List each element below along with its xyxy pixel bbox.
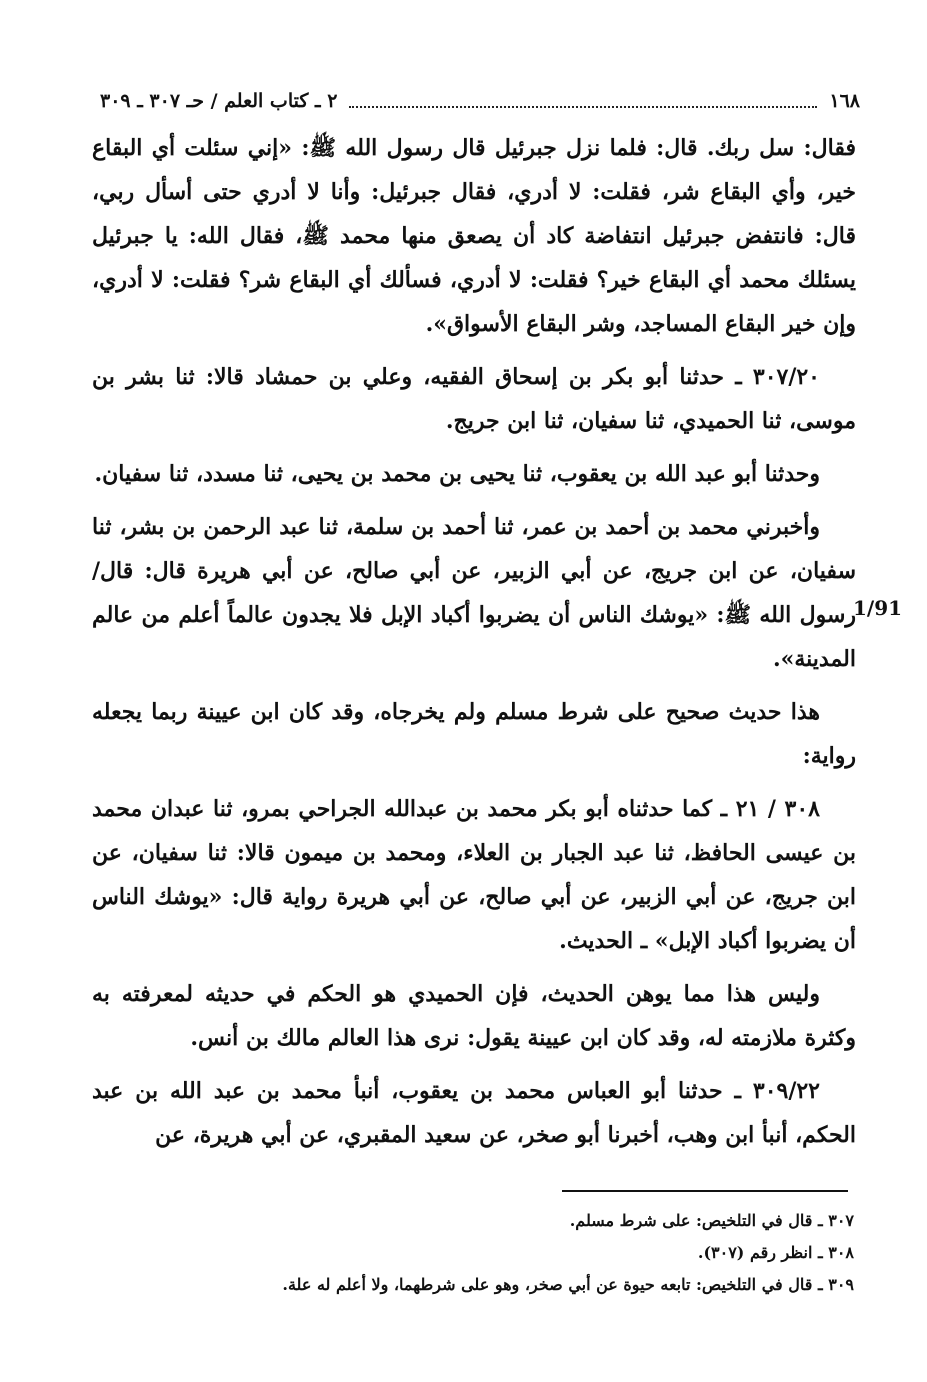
- paragraph-commentary: وليس هذا مما يوهن الحديث، فإن الحميدي هو الحكم في حديثه لمعرفته به وكثرة ملازمته له، وقد كان ابن عيينة يقول: نرى هذا العالم مالك بن أنس.: [92, 981, 856, 1051]
- header-dot-leader: [349, 106, 817, 108]
- paragraph-hadith-308: ٣٠٨ / ٢١ ـ كما حدثناه أبو بكر محمد بن عبدالله الجراحي بمرو، ثنا عبدان محمد بن عيسى الحافظ، ثنا عبد الجبار بن العلاء، ومحمد بن ميمون قالا: ثنا سفيان، عن ابن جريج، عن أبي الزبير، عن أبي صالح، عن أبي هريرة رواية قال: «يوشك الناس أن يضربوا أكباد الإبل» ـ الحديث.: [92, 796, 856, 954]
- page-number: ١٦٨: [829, 90, 860, 112]
- paragraph-chain-2: وحدثنا أبو عبد الله بن يعقوب، ثنا يحيى بن محمد بن يحيى، ثنا مسدد، ثنا سفيان.: [94, 461, 820, 487]
- paragraph-grading: هذا حديث صحيح على شرط مسلم ولم يخرجاه، وقد كان ابن عيينة ربما يجعله رواية:: [92, 699, 856, 769]
- paragraph-hadith-continuation: فقال: سل ربك. قال: فلما نزل جبرئيل قال رسول الله ﷺ: «إني سئلت أي البقاع خير، وأي البقاع شر، فقلت: لا أدري، فقال جبرئيل: وأنا لا أدري حتى أسأل ربي، قال: فانتفض جبرئيل انتفاضة كاد أن يصعق منها محمد ﷺ، فقال الله: يا جبرئيل يسئلك محمد أي البقاع خير؟ فقلت: لا أدري، فسألك أي البقاع شر؟ فقلت: لا أدري، وإن خير البقاع المساجد، وشر البقاع الأسواق».: [92, 135, 856, 337]
- running-title: ٢ ـ كتاب العلم / حـ ٣٠٧ ـ ٣٠٩: [100, 90, 338, 112]
- footnote-309: ٣٠٩ ـ قال في التلخيص: تابعه حيوة عن أبي صخر، وهو على شرطهما، ولا أعلم له علة.: [282, 1275, 854, 1294]
- paragraph-hadith-307: ٣٠٧/٢٠ ـ حدثنا أبو بكر بن إسحاق الفقيه، وعلي بن حمشاد قالا: ثنا بشر بن موسى، ثنا الحميدي، ثنا سفيان، ثنا ابن جريج.: [92, 364, 856, 434]
- paragraph-chain-3: وأخبرني محمد بن أحمد بن عمر، ثنا أحمد بن سلمة، ثنا عبد الرحمن بن بشر، ثنا سفيان، عن ابن جريج، عن أبي الزبير، عن أبي صالح، عن أبي هريرة قال: قال/ رسول الله ﷺ: «يوشك الناس أن يضربوا أكباد الإبل فلا يجدون عالماً أعلم من عالم المدينة».: [92, 514, 856, 672]
- main-text: [92, 126, 856, 1166]
- running-header: [100, 84, 860, 118]
- footnote-307: ٣٠٧ ـ قال في التلخيص: على شرط مسلم.: [569, 1211, 854, 1230]
- footnotes: [120, 1205, 854, 1301]
- paragraph-hadith-309: ٣٠٩/٢٢ ـ حدثنا أبو العباس محمد بن يعقوب، أنبأ محمد بن عبد الله بن عبد الحكم، أنبأ ابن وهب، أخبرنا أبو صخر، عن سعيد المقبري، عن أبي هريرة، عن: [92, 1078, 856, 1148]
- footnote-separator: [562, 1190, 848, 1192]
- footnote-308: ٣٠٨ ـ انظر رقم (٣٠٧).: [697, 1243, 854, 1262]
- margin-page-reference: 1/91: [853, 596, 903, 620]
